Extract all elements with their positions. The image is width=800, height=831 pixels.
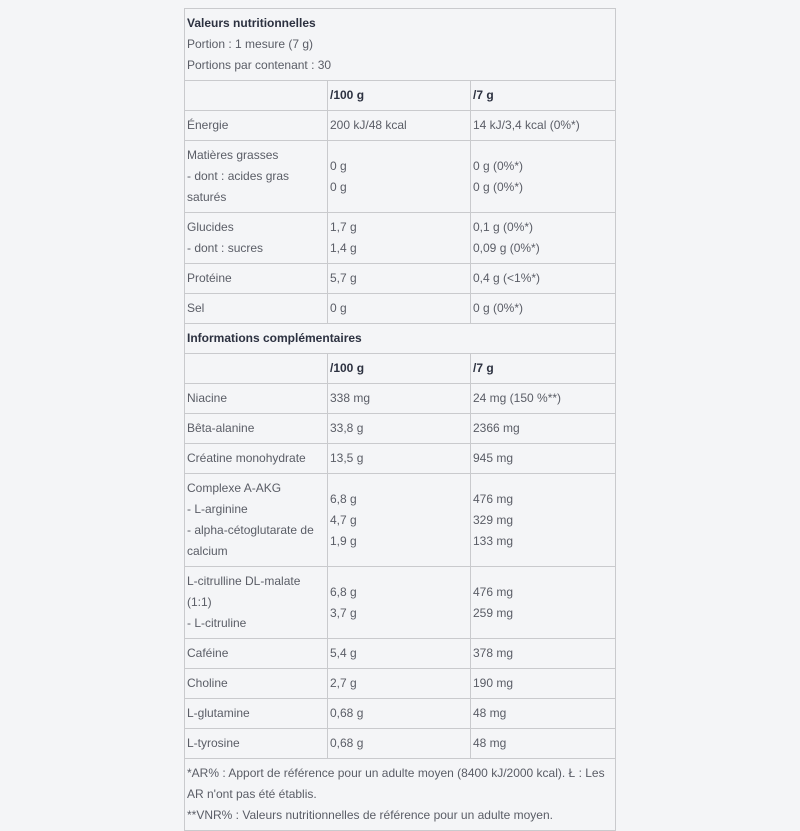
value-per-serving: 0,09 g (0%*) <box>473 241 540 255</box>
value-per-100g: 0 g <box>330 158 347 173</box>
value-per-serving: 14 kJ/3,4 kcal (0%*) <box>473 118 580 132</box>
value-per-100g: 1,7 g <box>330 220 357 234</box>
column-header: /7 g <box>471 354 616 384</box>
row-label: Protéine <box>187 271 232 285</box>
row-label: Glucides <box>187 220 234 234</box>
value-per-serving-cell <box>471 294 616 324</box>
table-row <box>185 384 616 414</box>
row-label: Créatine monohydrate <box>187 451 306 465</box>
value-per-serving: 945 mg <box>473 451 514 465</box>
row-label: Bêta-alanine <box>187 421 255 435</box>
row-label-cell <box>185 264 328 294</box>
value-per-serving: 378 mg <box>473 646 514 660</box>
value-per-serving-cell <box>471 111 616 141</box>
row-label-cell <box>185 213 328 264</box>
footnote-cell <box>185 759 616 831</box>
row-label: - dont : acides gras <box>187 169 290 183</box>
value-per-100g: 4,7 g <box>330 512 357 527</box>
value-per-serving-cell <box>471 669 616 699</box>
table-row <box>185 414 616 444</box>
table-row <box>185 729 616 759</box>
column-header: /100 g <box>328 354 471 384</box>
row-label: - L-citruline <box>187 616 247 630</box>
value-per-serving: 48 mg <box>473 706 507 720</box>
row-label: L-citrulline DL-malate (1:1) <box>187 574 301 609</box>
value-per-100g: 3,7 g <box>330 605 357 620</box>
value-per-100g-cell <box>328 414 471 444</box>
value-per-100g: 2,7 g <box>330 676 357 690</box>
value-per-100g: 33,8 g <box>330 421 364 435</box>
row-label-cell <box>185 699 328 729</box>
value-per-100g: 6,8 g <box>330 491 357 506</box>
value-per-serving: 2366 mg <box>473 421 520 435</box>
value-per-serving: 0,1 g (0%*) <box>473 220 534 234</box>
footnote-row <box>185 759 616 831</box>
row-label-cell <box>185 474 328 567</box>
empty-header-cell <box>185 354 328 384</box>
value-per-100g: 5,7 g <box>330 271 357 285</box>
table-row <box>185 264 616 294</box>
row-label-cell <box>185 729 328 759</box>
value-per-100g: 5,4 g <box>330 646 357 660</box>
value-per-serving-cell <box>471 264 616 294</box>
row-label: Énergie <box>187 118 229 132</box>
row-label-cell <box>185 294 328 324</box>
table-row <box>185 444 616 474</box>
row-label-cell <box>185 414 328 444</box>
row-label-cell <box>185 669 328 699</box>
value-per-100g-cell <box>328 474 471 567</box>
column-header-row <box>185 81 616 111</box>
row-label: - alpha-cétoglutarate de <box>187 523 314 537</box>
row-label: calcium <box>187 544 228 558</box>
footnote: *AR% : Apport de référence pour un adulte moyen (8400 kJ/2000 kcal). Ł : Les AR n'ont pas été établis. <box>187 766 605 801</box>
table-row <box>185 567 616 639</box>
value-per-100g-cell <box>328 264 471 294</box>
value-per-100g-cell <box>328 213 471 264</box>
row-label: Sel <box>187 301 205 315</box>
portion-text: Portion : 1 mesure (7 g) <box>187 37 314 51</box>
value-per-100g-cell <box>328 294 471 324</box>
value-per-100g-cell <box>328 639 471 669</box>
table-row <box>185 141 616 213</box>
value-per-100g-cell <box>328 384 471 414</box>
value-per-serving: 476 mg <box>473 584 514 599</box>
value-per-serving: 476 mg <box>473 491 514 506</box>
row-label: Niacine <box>187 391 228 405</box>
row-label-cell <box>185 141 328 213</box>
column-header: /100 g <box>328 81 471 111</box>
value-per-serving: 0 g (0%*) <box>473 179 524 194</box>
value-per-100g: 0 g <box>330 301 347 315</box>
table-row <box>185 639 616 669</box>
value-per-serving-cell <box>471 699 616 729</box>
row-label: - L-arginine <box>187 502 248 516</box>
value-per-100g: 0 g <box>330 179 347 194</box>
value-per-100g-cell <box>328 699 471 729</box>
value-per-100g: 338 mg <box>330 391 371 405</box>
section-title: Informations complémentaires <box>185 324 616 354</box>
value-per-100g: 6,8 g <box>330 584 357 599</box>
row-label: Matières grasses <box>187 148 279 162</box>
value-per-100g: 1,4 g <box>330 241 357 255</box>
table-title: Valeurs nutritionnelles <box>187 16 316 30</box>
value-per-serving-cell <box>471 639 616 669</box>
row-label: saturés <box>187 190 227 204</box>
value-per-serving: 0,4 g (<1%*) <box>473 271 541 285</box>
row-label: Complexe A-AKG <box>187 481 282 495</box>
value-per-serving: 133 mg <box>473 533 514 548</box>
row-label: Choline <box>187 676 228 690</box>
value-per-100g-cell <box>328 141 471 213</box>
value-per-serving-cell <box>471 414 616 444</box>
row-label: L-tyrosine <box>187 736 240 750</box>
table-row <box>185 474 616 567</box>
row-label-cell <box>185 111 328 141</box>
value-per-100g-cell <box>328 669 471 699</box>
value-per-100g-cell <box>328 444 471 474</box>
value-per-serving-cell <box>471 729 616 759</box>
value-per-serving: 24 mg (150 %**) <box>473 391 562 405</box>
value-per-serving: 0 g (0%*) <box>473 301 524 315</box>
nutrition-table <box>184 8 616 831</box>
row-label: - dont : sucres <box>187 241 264 255</box>
row-label-cell <box>185 384 328 414</box>
value-per-100g: 0,68 g <box>330 706 364 720</box>
section-row <box>185 324 616 354</box>
row-label-cell <box>185 444 328 474</box>
column-header-row <box>185 354 616 384</box>
value-per-serving-cell <box>471 384 616 414</box>
value-per-100g: 0,68 g <box>330 736 364 750</box>
value-per-serving: 259 mg <box>473 605 514 620</box>
table-row <box>185 699 616 729</box>
table-row <box>185 213 616 264</box>
value-per-100g: 1,9 g <box>330 533 357 548</box>
table-row <box>185 669 616 699</box>
row-label: L-glutamine <box>187 706 250 720</box>
value-per-serving-cell <box>471 474 616 567</box>
value-per-serving: 190 mg <box>473 676 514 690</box>
table-row <box>185 294 616 324</box>
value-per-serving: 48 mg <box>473 736 507 750</box>
value-per-serving: 329 mg <box>473 512 514 527</box>
nutrition-header-row <box>185 9 616 81</box>
row-label-cell <box>185 639 328 669</box>
value-per-100g-cell <box>328 567 471 639</box>
empty-header-cell <box>185 81 328 111</box>
value-per-100g: 200 kJ/48 kcal <box>330 118 407 132</box>
row-label-cell <box>185 567 328 639</box>
value-per-serving-cell <box>471 567 616 639</box>
value-per-100g-cell <box>328 111 471 141</box>
column-header: /7 g <box>471 81 616 111</box>
value-per-100g-cell <box>328 729 471 759</box>
table-row <box>185 111 616 141</box>
value-per-serving-cell <box>471 141 616 213</box>
value-per-100g: 13,5 g <box>330 451 364 465</box>
footnote: **VNR% : Valeurs nutritionnelles de référence pour un adulte moyen. <box>187 808 553 822</box>
portions-per-container: Portions par contenant : 30 <box>187 58 332 72</box>
value-per-serving: 0 g (0%*) <box>473 158 524 173</box>
value-per-serving-cell <box>471 444 616 474</box>
value-per-serving-cell <box>471 213 616 264</box>
nutrition-header-cell <box>185 9 616 81</box>
row-label: Caféine <box>187 646 229 660</box>
